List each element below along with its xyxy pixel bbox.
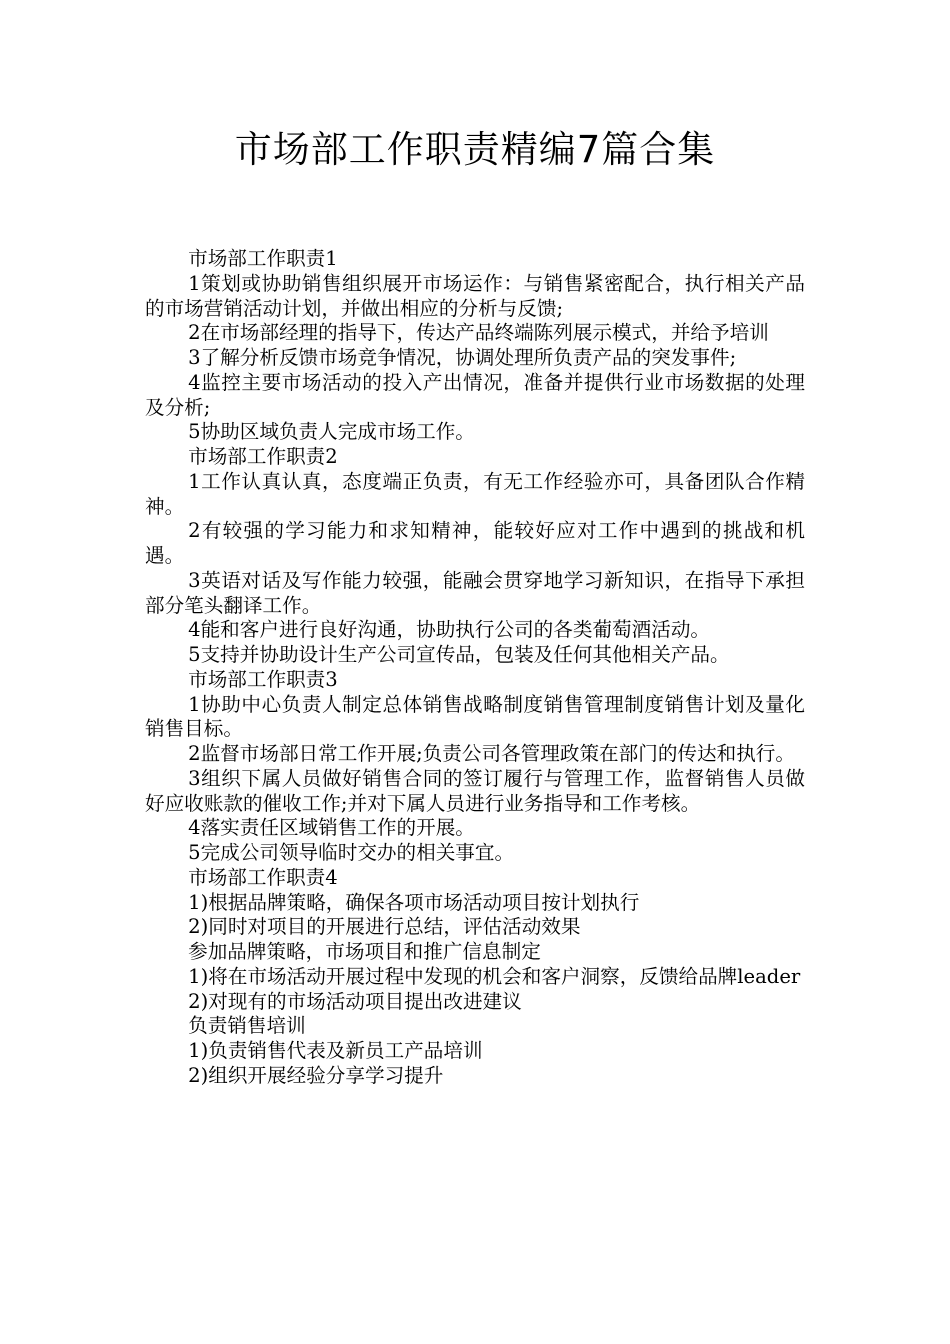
body-paragraph: 1策划或协助销售组织展开市场运作：与销售紧密配合，执行相关产品的市场营销活动计划，并做出相应的分析与反馈;: [145, 271, 805, 320]
body-paragraph: 1)将在市场活动开展过程中发现的机会和客户洞察，反馈给品牌leader: [188, 964, 801, 988]
body-paragraph: 3了解分析反馈市场竞争情况，协调处理所负责产品的突发事件;: [188, 346, 737, 369]
body-paragraph: 5协助区域负责人完成市场工作。: [188, 420, 475, 444]
body-paragraph: 4能和客户进行良好沟通，协助执行公司的各类葡萄酒活动。: [188, 618, 711, 642]
body-paragraph: 3英语对话及写作能力较强，能融会贯穿地学习新知识，在指导下承担部分笔头翻译工作。: [145, 568, 805, 617]
body-paragraph: 2在市场部经理的指导下，传达产品终端陈列展示模式，并给予培训: [188, 321, 769, 345]
body-paragraph: 4落实责任区域销售工作的开展。: [188, 816, 475, 840]
body-paragraph: 3组织下属人员做好销售合同的签订履行与管理工作，监督销售人员做好应收账款的催收工作;并对下属人员进行业务指导和工作考核。: [145, 766, 805, 815]
body-paragraph: 2有较强的学习能力和求知精神，能较好应对工作中遇到的挑战和机遇。: [145, 519, 805, 567]
body-paragraph: 2)组织开展经验分享学习提升: [188, 1063, 444, 1087]
body-paragraph: 2监督市场部日常工作开展;负责公司各管理政策在部门的传达和执行。: [188, 742, 795, 765]
body-paragraph: 2)同时对项目的开展进行总结，评估活动效果: [188, 915, 581, 939]
body-paragraph: 2)对现有的市场活动项目提出改进建议: [188, 989, 522, 1013]
body-paragraph: 市场部工作职责1: [188, 247, 338, 270]
body-paragraph: 1协助中心负责人制定总体销售战略制度销售管理制度销售计划及量化销售目标。: [145, 692, 805, 741]
body-paragraph: 4监控主要市场活动的投入产出情况，准备并提供行业市场数据的处理及分析;: [145, 370, 805, 419]
body-paragraph: 1)根据品牌策略，确保各项市场活动项目按计划执行: [188, 890, 640, 914]
document-title: 市场部工作职责精编7篇合集: [234, 128, 716, 171]
body-paragraph: 5完成公司领导临时交办的相关事宜。: [188, 841, 515, 864]
body-paragraph: 参加品牌策略，市场项目和推广信息制定: [188, 940, 541, 963]
body-paragraph: 负责销售培训: [188, 1014, 306, 1038]
body-paragraph: 市场部工作职责3: [188, 667, 338, 691]
body-paragraph: 市场部工作职责4: [188, 865, 338, 889]
body-paragraph: 1工作认真认真，态度端正负责，有无工作经验亦可，具备团队合作精神。: [145, 469, 805, 518]
body-paragraph: 市场部工作职责2: [188, 445, 338, 468]
body-paragraph: 5支持并协助设计生产公司宣传品，包装及任何其他相关产品。: [188, 643, 730, 666]
body-paragraph: 1)负责销售代表及新员工产品培训: [188, 1039, 483, 1062]
document-body: [145, 247, 805, 1089]
